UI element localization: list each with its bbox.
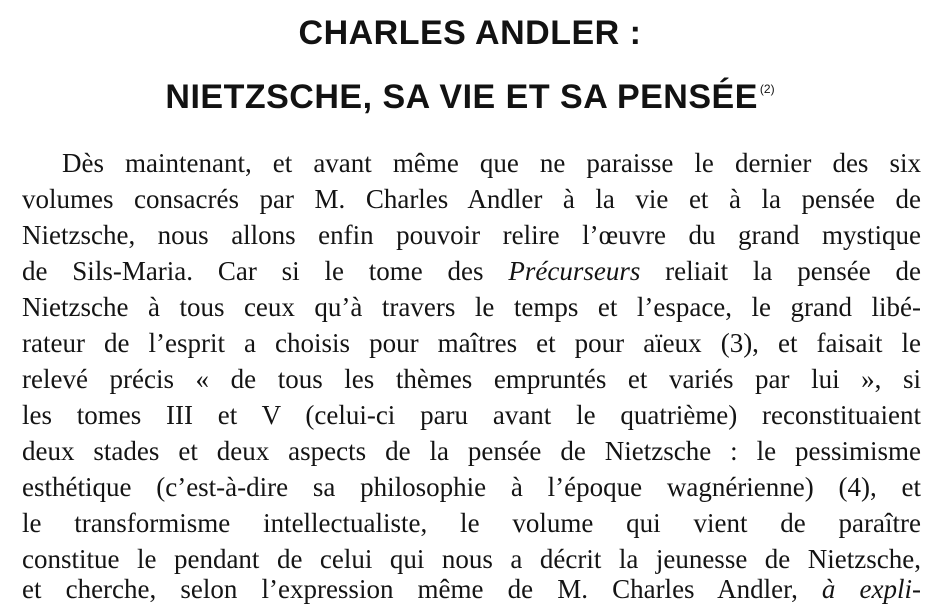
paragraph-line	[22, 576, 921, 603]
italic-text: à expli-	[821, 574, 921, 604]
heading-author-text: CHARLES ANDLER :	[298, 14, 642, 52]
paragraph-line: constitue le pendant de celui qui nous a décrit la jeunesse de Nietzsche,	[22, 544, 921, 574]
paragraph-line: volumes consacrés par M. Charles Andler à la vie et à la pensée de	[22, 184, 921, 214]
paragraph-line: Nietzsche à tous ceux qu’à travers le temps et l’espace, le grand libé-	[22, 292, 921, 322]
paragraph-text: et cherche, selon l’expression même de M. Charles Andler,	[22, 574, 822, 604]
italic-title: Précurseurs	[508, 256, 641, 286]
paragraph-text: reliait la pensée de	[640, 256, 921, 286]
heading-title-text: NIETZSCHE, SA VIE ET SA PENSÉE	[165, 78, 758, 116]
footnote-marker: (2)	[759, 82, 775, 96]
paragraph-line: les tomes III et V (celui-ci paru avant le quatrième) reconstituaient	[22, 400, 921, 430]
paragraph-line: le transformisme intellectualiste, le volume qui vient de paraître	[22, 508, 921, 538]
paragraph-line: rateur de l’esprit a choisis pour maîtres et pour aïeux (3), et faisait le	[22, 328, 921, 358]
paragraph-line	[22, 258, 921, 285]
paragraph-text: de Sils-Maria. Car si le tome des	[22, 256, 509, 286]
paragraph-line: deux stades et deux aspects de la pensée de Nietzsche : le pessimisme	[22, 436, 921, 466]
paragraph-line: Dès maintenant, et avant même que ne paraisse le dernier des six	[62, 148, 921, 178]
paragraph-line: esthétique (c’est-à-dire sa philosophie à l’époque wagnérienne) (4), et	[22, 472, 921, 502]
paragraph-line: Nietzsche, nous allons enfin pouvoir relire l’œuvre du grand mystique	[22, 220, 921, 250]
paragraph-line: relevé précis « de tous les thèmes empruntés et variés par lui », si	[22, 364, 921, 394]
